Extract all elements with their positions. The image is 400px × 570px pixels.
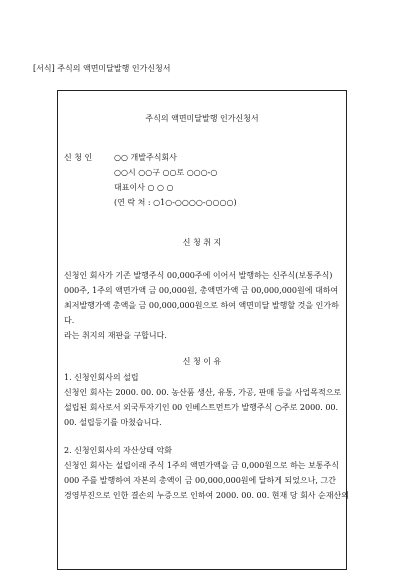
section-line: 000 주를 발행하여 자본의 총액이 금 00,000,000원에 달하게 되었으나, 그간 xyxy=(64,476,336,485)
section-line: 신청인 회사는 설립이래 주식 1주의 액면가액을 금 0,000원으로 하는 보통주식 xyxy=(64,461,339,470)
applicant-representative: 대표이사 ○ ○ ○ xyxy=(114,183,174,192)
applicant-company: ○○ 개발주식회사 xyxy=(114,153,177,162)
applicant-address: ○○시 ○○구 ○○로 ○○○-○ xyxy=(114,168,218,177)
applicant-phone: (연 락 처 : ○1○-○○○○-○○○○) xyxy=(114,198,237,207)
section-line: 설립된 회사로서 외국투자기인 00 인베스트먼트가 발행주식 ○주로 2000. 00. xyxy=(64,403,339,412)
application-document xyxy=(57,90,347,570)
purpose-line: 신청인 회사가 기존 발행주식 00,000주에 이어서 발행하는 신주식(보통주식) xyxy=(64,271,333,280)
purpose-line: 000주, 1주의 액면가액 금 00,000원, 총액면가액 금 00,000,000원에 대하여 xyxy=(64,286,339,295)
section-title: 1. 신청인회사의 설립 xyxy=(64,373,139,382)
section-line: 신청인 회사는 2000. 00. 00. 농산품 생산, 유통, 가공, 판매 등을 사업목적으로 xyxy=(64,388,342,397)
section-line: 00. 설립등기를 마쳤습니다. xyxy=(64,418,162,427)
section-title: 2. 신청인회사의 자산상태 악화 xyxy=(64,446,172,455)
applicant-label: 신 청 인 xyxy=(64,153,93,162)
section-line: 경영부진으로 인한 결손의 누증으로 인하여 2000. 00. 00. 현재 당 회사 순재산의 xyxy=(64,491,349,500)
purpose-line: 최저발행가액 총액을 금 00,000,000원으로 하여 액면미달 발행할 것을 인가하 xyxy=(64,301,339,310)
document-title: 주식의 액면미달발행 인가신청서 xyxy=(145,114,259,123)
purpose-heading: 신 청 취 지 xyxy=(182,238,222,247)
purpose-line: 라는 취지의 재판을 구합니다. xyxy=(64,331,167,340)
form-label: [서식] 주식의 액면미달발행 인가신청서 xyxy=(33,64,171,73)
reasons-heading: 신 청 이 유 xyxy=(182,357,222,366)
purpose-line: 다. xyxy=(64,316,75,325)
